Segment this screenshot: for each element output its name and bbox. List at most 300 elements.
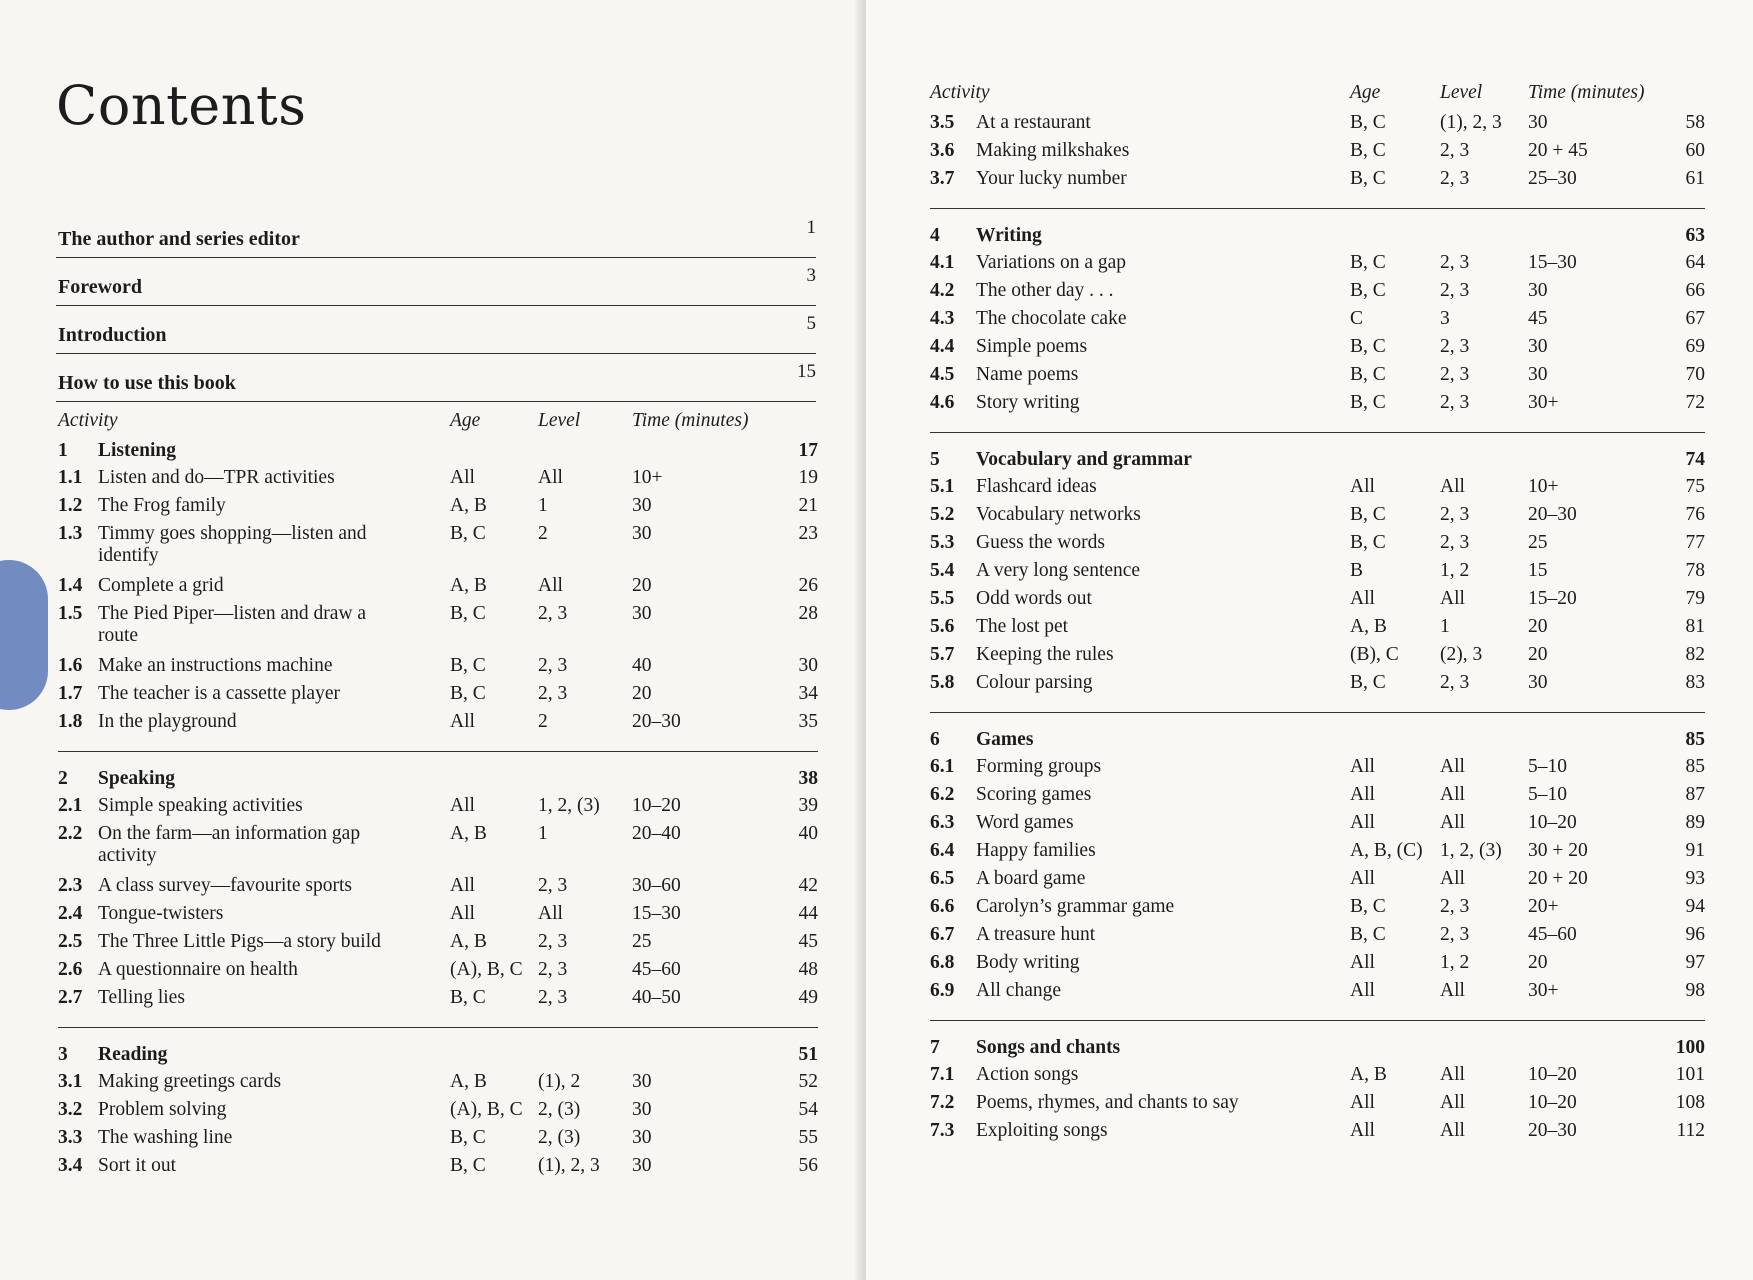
chapter-heading (58, 1042, 818, 1069)
front-matter-item (56, 258, 816, 306)
activity-name: Scoring games (976, 784, 1092, 805)
activity-age: A, B (450, 1071, 487, 1092)
activity-row (930, 138, 1705, 166)
activity-age: All (1350, 588, 1375, 609)
activity-number: 6.6 (930, 896, 955, 917)
activity-page: 28 (798, 603, 818, 624)
activity-level: 2, 3 (538, 959, 568, 980)
activity-time: 20 + 45 (1528, 140, 1588, 161)
activity-time: 25–30 (1528, 168, 1577, 189)
activity-age: A, B (1350, 616, 1387, 637)
activity-row (930, 1118, 1705, 1146)
activity-level: 2, 3 (538, 655, 568, 676)
activity-time: 5–10 (1528, 756, 1567, 777)
activity-age: (A), B, C (450, 959, 523, 980)
activity-number: 6.8 (930, 952, 955, 973)
activity-number: 6.7 (930, 924, 955, 945)
activity-row (58, 653, 818, 681)
activity-level: All (1440, 1092, 1465, 1113)
activity-level: (1), 2 (538, 1071, 581, 1092)
activity-number: 2.2 (58, 823, 83, 844)
activity-name: A board game (976, 868, 1086, 889)
activity-row (930, 250, 1705, 278)
activity-time: 10–20 (1528, 1064, 1577, 1085)
chapter-number: 4 (930, 225, 940, 246)
activity-age: B, C (1350, 336, 1386, 357)
activity-name: A questionnaire on health (98, 959, 298, 980)
front-matter-label: How to use this book (58, 372, 236, 394)
activity-page: 39 (798, 795, 818, 816)
activity-name: All change (976, 980, 1062, 1001)
activity-level: 2, 3 (538, 875, 568, 896)
activity-age: A, B (450, 495, 487, 516)
activity-age: B, C (450, 603, 486, 624)
activity-page: 85 (1685, 756, 1705, 777)
activity-time: 30–60 (632, 875, 681, 896)
activity-page: 21 (798, 495, 818, 516)
activity-row (58, 957, 818, 985)
chapter-page: 51 (798, 1044, 818, 1065)
activity-page: 54 (798, 1099, 818, 1120)
chapter-title: Reading (98, 1044, 168, 1065)
activity-time: 30 (632, 603, 652, 624)
chapter-number: 3 (58, 1044, 68, 1065)
activity-age: (B), C (1350, 644, 1399, 665)
activity-level: 2, 3 (538, 931, 568, 952)
activity-age: All (1350, 868, 1375, 889)
front-matter-list (56, 210, 816, 402)
chapter-number: 2 (58, 768, 68, 789)
activity-name: Making milkshakes (976, 140, 1130, 161)
activity-name: Exploiting songs (976, 1120, 1108, 1141)
activity-row (930, 810, 1705, 838)
activity-level: All (538, 903, 563, 924)
activity-page: 56 (798, 1155, 818, 1176)
activity-level: 1, 2, (3) (538, 795, 600, 816)
activity-number: 5.2 (930, 504, 955, 525)
activity-page: 66 (1685, 280, 1705, 301)
activity-age: B, C (450, 987, 486, 1008)
activity-number: 3.1 (58, 1071, 83, 1092)
activity-page: 112 (1676, 1120, 1705, 1141)
activity-age: B, C (1350, 896, 1386, 917)
activity-row (930, 754, 1705, 782)
activity-page: 77 (1685, 532, 1705, 553)
activity-time: 45–60 (1528, 924, 1577, 945)
activity-name: The chocolate cake (976, 308, 1127, 329)
activity-level: 2, 3 (1440, 392, 1470, 413)
activity-row (930, 922, 1705, 950)
activity-name: Problem solving (98, 1099, 227, 1120)
front-matter-label: The author and series editor (58, 228, 300, 250)
activity-row (930, 278, 1705, 306)
activity-number: 4.1 (930, 252, 955, 273)
activity-time: 20 + 20 (1528, 868, 1588, 889)
activity-level: All (1440, 812, 1465, 833)
activity-number: 6.3 (930, 812, 955, 833)
activity-age: B, C (1350, 112, 1386, 133)
activity-number: 5.7 (930, 644, 955, 665)
activity-page: 82 (1685, 644, 1705, 665)
activity-time: 25 (632, 931, 652, 952)
activity-age: B, C (450, 1127, 486, 1148)
activity-level: 2, 3 (1440, 896, 1470, 917)
activity-age: B, C (1350, 532, 1386, 553)
activity-level: All (1440, 980, 1465, 1001)
activity-time: 20–40 (632, 823, 681, 844)
activity-name: Carolyn’s grammar game (976, 896, 1175, 917)
left-page (0, 0, 866, 1280)
chapter-heading (930, 1035, 1705, 1062)
chapter-page: 63 (1685, 225, 1705, 246)
chapter-title: Listening (98, 440, 177, 461)
activity-time: 30 (1528, 280, 1548, 301)
activity-age: B, C (450, 1155, 486, 1176)
activity-number: 5.4 (930, 560, 955, 581)
activity-level: (1), 2, 3 (538, 1155, 600, 1176)
header-level: Level (1440, 82, 1483, 103)
activity-level: 2 (538, 523, 548, 544)
activity-time: 20–30 (1528, 504, 1577, 525)
activity-time: 30 (1528, 364, 1548, 385)
activity-row (930, 502, 1705, 530)
activity-row (58, 601, 818, 653)
activity-row (58, 985, 818, 1013)
activity-name: Keeping the rules (976, 644, 1114, 665)
activity-name: Making greetings cards (98, 1071, 282, 1092)
chapter-number: 5 (930, 449, 940, 470)
activity-page: 78 (1685, 560, 1705, 581)
activity-time: 10–20 (632, 795, 681, 816)
activity-page: 101 (1675, 1064, 1705, 1085)
activity-row (930, 978, 1705, 1006)
activity-age: B, C (1350, 280, 1386, 301)
front-matter-label: Foreword (58, 276, 143, 298)
activity-age: All (1350, 1120, 1375, 1141)
activity-number: 5.5 (930, 588, 955, 609)
activity-time: 5–10 (1528, 784, 1567, 805)
chapter-heading (930, 447, 1705, 474)
activity-level: All (1440, 756, 1465, 777)
activity-page: 42 (798, 875, 818, 896)
activity-age: All (450, 875, 475, 896)
activity-time: 20 (632, 575, 652, 596)
activity-row (930, 782, 1705, 810)
front-matter-page: 5 (806, 313, 816, 334)
activity-level: All (1440, 784, 1465, 805)
activity-name: Word games (976, 812, 1074, 833)
activity-page: 55 (798, 1127, 818, 1148)
activity-name: Guess the words (976, 532, 1105, 553)
activity-age: C (1350, 308, 1364, 329)
activity-page: 60 (1685, 140, 1705, 161)
activity-name: Body writing (976, 952, 1080, 973)
chapter-page: 17 (798, 440, 818, 461)
activity-level: 2, 3 (538, 603, 568, 624)
front-matter-page: 15 (797, 361, 816, 382)
activity-page: 97 (1685, 952, 1705, 973)
activity-name: A class survey—favourite sports (98, 875, 352, 896)
activity-number: 1.6 (58, 655, 83, 676)
activity-level: 2, 3 (1440, 336, 1470, 357)
activity-name: Action songs (976, 1064, 1079, 1085)
activity-number: 4.5 (930, 364, 955, 385)
activity-number: 3.2 (58, 1099, 83, 1120)
activity-page: 70 (1685, 364, 1705, 385)
header-time: Time (minutes) (632, 410, 749, 431)
activity-name: On the farm—an information gap activity (98, 823, 361, 866)
activity-time: 30 (632, 1155, 652, 1176)
activity-page: 108 (1675, 1092, 1705, 1113)
activity-row (930, 642, 1705, 670)
header-activity: Activity (58, 410, 118, 431)
activity-number: 7.2 (930, 1092, 955, 1113)
activity-age: All (1350, 952, 1375, 973)
activity-level: 2, 3 (1440, 924, 1470, 945)
activity-name: Listen and do—TPR activities (98, 467, 335, 488)
activity-time: 45 (1528, 308, 1548, 329)
activity-level: All (1440, 868, 1465, 889)
activity-row (58, 493, 818, 521)
chapter-title: Songs and chants (976, 1037, 1121, 1058)
activity-age: A, B, (C) (1350, 840, 1423, 861)
thumb-shape (0, 560, 48, 710)
activity-number: 5.1 (930, 476, 955, 497)
activity-row (930, 586, 1705, 614)
activity-age: All (1350, 980, 1375, 1001)
activity-page: 96 (1685, 924, 1705, 945)
activity-page: 72 (1685, 392, 1705, 413)
chapter-section (58, 1042, 818, 1195)
activity-row (58, 709, 818, 737)
activity-row (930, 866, 1705, 894)
activity-page: 23 (798, 523, 818, 544)
activity-name: Telling lies (98, 987, 185, 1008)
chapter-number: 7 (930, 1037, 940, 1058)
activity-page: 83 (1685, 672, 1705, 693)
activity-age: B, C (1350, 504, 1386, 525)
activity-page: 64 (1685, 252, 1705, 273)
activity-number: 1.8 (58, 711, 83, 732)
activity-name: Forming groups (976, 756, 1102, 777)
activity-time: 30 (632, 495, 652, 516)
activity-row (930, 558, 1705, 586)
activity-row (930, 166, 1705, 194)
activity-page: 26 (798, 575, 818, 596)
activity-age: B, C (1350, 168, 1386, 189)
activity-level: 2, (3) (538, 1099, 581, 1120)
activity-level: 1, 2 (1440, 952, 1470, 973)
activity-name: Vocabulary networks (976, 504, 1141, 525)
activity-time: 40–50 (632, 987, 681, 1008)
activity-age: B, C (1350, 364, 1386, 385)
front-matter-item (56, 354, 816, 402)
chapter-section (930, 447, 1705, 713)
activity-number: 4.6 (930, 392, 955, 413)
activity-age: A, B (450, 575, 487, 596)
activity-level: 1, 2, (3) (1440, 840, 1502, 861)
activity-page: 34 (798, 683, 818, 704)
front-matter-label: Introduction (58, 324, 167, 346)
activity-row (930, 1090, 1705, 1118)
front-matter-page: 3 (806, 265, 816, 286)
activity-level: 2, 3 (1440, 140, 1470, 161)
activity-name: The lost pet (976, 616, 1069, 637)
activity-level: 2, 3 (1440, 364, 1470, 385)
activity-number: 6.9 (930, 980, 955, 1001)
activity-page: 67 (1685, 308, 1705, 329)
activity-row (930, 614, 1705, 642)
activity-row (930, 1062, 1705, 1090)
activity-number: 2.1 (58, 795, 83, 816)
activity-name: Complete a grid (98, 575, 224, 596)
activity-name: The Pied Piper—listen and draw a route (98, 603, 367, 646)
activity-age: All (1350, 1092, 1375, 1113)
activity-row (58, 521, 818, 573)
activity-level: 1 (538, 823, 548, 844)
activity-time: 30 (632, 1071, 652, 1092)
activity-number: 3.4 (58, 1155, 83, 1176)
activity-number: 4.2 (930, 280, 955, 301)
activity-time: 25 (1528, 532, 1548, 553)
header-activity: Activity (930, 82, 990, 103)
front-matter-item (56, 306, 816, 354)
activity-age: B (1350, 560, 1364, 581)
activity-name: In the playground (98, 711, 237, 732)
front-matter-page: 1 (806, 217, 816, 238)
activity-level: 2, 3 (538, 683, 568, 704)
activity-page: 35 (798, 711, 818, 732)
activity-age: A, B (450, 931, 487, 952)
activity-number: 5.3 (930, 532, 955, 553)
activity-row (930, 670, 1705, 698)
activity-number: 5.8 (930, 672, 955, 693)
activity-number: 6.5 (930, 868, 955, 889)
activity-time: 20 (632, 683, 652, 704)
activity-level: 2, 3 (1440, 168, 1470, 189)
chapter-section (930, 110, 1705, 209)
activity-name: Story writing (976, 392, 1080, 413)
header-level: Level (538, 410, 581, 431)
activity-number: 7.3 (930, 1120, 955, 1141)
activity-number: 3.3 (58, 1127, 83, 1148)
activity-row (58, 793, 818, 821)
activity-name: Name poems (976, 364, 1079, 385)
header-age: Age (450, 410, 481, 431)
activity-name: Your lucky number (976, 168, 1127, 189)
activity-age: B, C (450, 655, 486, 676)
activity-age: All (1350, 476, 1375, 497)
activity-time: 20–30 (632, 711, 681, 732)
activity-page: 81 (1685, 616, 1705, 637)
activity-level: 3 (1440, 308, 1450, 329)
activity-time: 30 (1528, 672, 1548, 693)
activity-page: 69 (1685, 336, 1705, 357)
activity-page: 76 (1685, 504, 1705, 525)
activity-age: B, C (1350, 672, 1386, 693)
activity-name: Tongue-twisters (98, 903, 224, 924)
chapter-section (930, 223, 1705, 433)
chapter-page: 85 (1685, 729, 1705, 750)
chapter-section (930, 1035, 1705, 1160)
activity-number: 1.5 (58, 603, 83, 624)
activity-number: 2.6 (58, 959, 83, 980)
activity-level: All (538, 575, 563, 596)
activity-row (930, 838, 1705, 866)
activity-row (58, 1153, 818, 1181)
activity-page: 52 (798, 1071, 818, 1092)
activity-number: 6.2 (930, 784, 955, 805)
activity-row (930, 950, 1705, 978)
activity-time: 20 (1528, 644, 1548, 665)
activity-number: 1.7 (58, 683, 83, 704)
header-time: Time (minutes) (1528, 82, 1645, 103)
activity-time: 15–30 (632, 903, 681, 924)
activity-row (930, 894, 1705, 922)
activity-age: All (450, 467, 475, 488)
activity-name: Poems, rhymes, and chants to say (976, 1092, 1239, 1113)
activity-name: The Three Little Pigs—a story build (98, 931, 381, 952)
activity-level: (1), 2, 3 (1440, 112, 1502, 133)
activity-level: 2, 3 (1440, 280, 1470, 301)
activity-age: All (1350, 812, 1375, 833)
activity-level: 1 (1440, 616, 1450, 637)
activity-level: 2, (3) (538, 1127, 581, 1148)
activity-row (58, 873, 818, 901)
activity-number: 5.6 (930, 616, 955, 637)
activity-name: The Frog family (98, 495, 226, 516)
activity-age: B, C (1350, 924, 1386, 945)
activity-number: 1.1 (58, 467, 83, 488)
chapter-title: Writing (976, 225, 1042, 246)
activity-name: A treasure hunt (976, 924, 1096, 945)
chapter-title: Vocabulary and grammar (976, 449, 1192, 470)
activity-time: 30 (632, 1099, 652, 1120)
activity-row (930, 334, 1705, 362)
activity-number: 2.3 (58, 875, 83, 896)
activity-name: Colour parsing (976, 672, 1093, 693)
activity-time: 30 (632, 523, 652, 544)
activity-age: A, B (1350, 1064, 1387, 1085)
activity-name: Make an instructions machine (98, 655, 333, 676)
activity-age: (A), B, C (450, 1099, 523, 1120)
activity-time: 45–60 (632, 959, 681, 980)
activity-number: 2.7 (58, 987, 83, 1008)
activity-number: 2.4 (58, 903, 83, 924)
activity-age: All (450, 795, 475, 816)
activity-level: 2, 3 (1440, 252, 1470, 273)
activity-number: 3.6 (930, 140, 955, 161)
activity-time: 30 (632, 1127, 652, 1148)
activity-page: 79 (1685, 588, 1705, 609)
activity-row (58, 929, 818, 957)
activity-name: The other day . . . (976, 280, 1114, 301)
activity-level: All (538, 467, 563, 488)
activity-page: 89 (1685, 812, 1705, 833)
activity-level: 2, 3 (1440, 672, 1470, 693)
activity-name: Odd words out (976, 588, 1092, 609)
activity-row (930, 390, 1705, 418)
activity-level: 1 (538, 495, 548, 516)
activity-row (930, 362, 1705, 390)
activity-page: 19 (798, 467, 818, 488)
activity-name: Happy families (976, 840, 1096, 861)
activity-page: 30 (798, 655, 818, 676)
activity-name: Simple poems (976, 336, 1088, 357)
activity-time: 20 (1528, 952, 1548, 973)
activity-page: 45 (798, 931, 818, 952)
activity-page: 91 (1685, 840, 1705, 861)
